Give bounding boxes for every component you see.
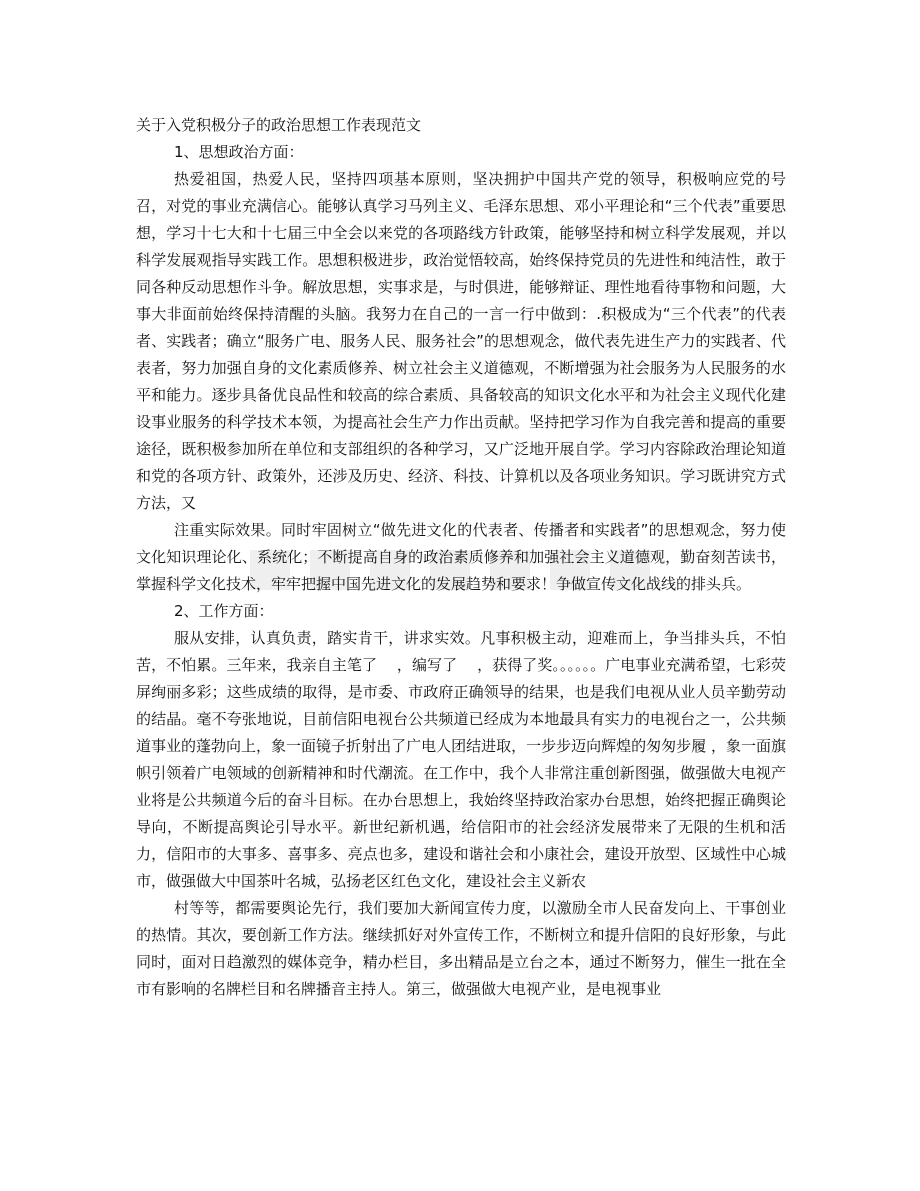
document-title: 关于入党积极分子的政治思想工作表现范文 <box>136 116 422 134</box>
section-heading-work: 2、工作方面： <box>174 602 274 620</box>
paragraph-work-2: 村等等，都需要舆论先行，我们要加大新闻宣传力度，以激励全市人民奋发向上、干事创业的热情。其次，要创新工作方法。继续抓好对外宣传工作，不断树立和提升信阳的良好形象，与此同时，面对日趋激烈的媒体竞争，精办栏目，多出精品是立台之本，通过不断努力，催生一批在全市有影响的名牌栏目和名牌播音主持人。第三，做强做大电视产业，是电视事业 <box>136 899 786 998</box>
paragraph-political-2: 注重实际效果。同时牢固树立“做先进文化的代表者、传播者和实践者”的思想观念，努力使文化知识理论化、系统化；不断提高自身的政治素质修养和加强社会主义道德观，勤奋刻苦读书，掌握科学文化技术，牢牢把握中国先进文化的发展趋势和要求！争做宣传文化战线的排头兵。 <box>136 521 786 593</box>
section-heading-political: 1、思想政治方面： <box>174 143 304 161</box>
document-body <box>136 112 786 1003</box>
paragraph-work-1: 服从安排，认真负责，踏实肯干，讲求实效。凡事积极主动，迎难而上，争当排头兵，不怕苦，不怕累。三年来，我亲自主笔了 ，编写了 ，获得了奖。。。。。。广电事业充满希望，七彩荧屏绚丽多彩；这些成绩的取得，是市委、市政府正确领导的结果，也是我们电视从业人员辛勤劳动的结晶。毫不夸张地说，目前信阳电视台公共频道已经成为本地最具有实力的电视台之一，公共频道事业的蓬勃向上，象一面镜子折射出了广电人团结进取，一步步迈向辉煌的匆匆步履 ，象一面旗帜引领着广电领域的创新精神和时代潮流。在工作中，我个人非常注重创新图强，做强做大电视产业将是公共频道今后的奋斗目标。在办台思想上，我始终坚持政治家办台思想，始终把握正确舆论导向，不断提高舆论引导水平。新世纪新机遇，给信阳市的社会经济发展带来了无限的生机和活力，信阳市的大事多、喜事多、亮点也多，建设和谐社会和小康社会，建设开放型、区域性中心城市，做强做大中国茶叶名城，弘扬老区红色文化，建设社会主义新农 <box>136 629 786 890</box>
paragraph-political-1: 热爱祖国，热爱人民，坚持四项基本原则，坚决拥护中国共产党的领导，积极响应党的号召，对党的事业充满信心。能够认真学习马列主义、毛泽东思想、邓小平理论和“三个代表”重要思想，学习十七大和十七届三中全会以来党的各项路线方针政策，能够坚持和树立科学发展观，并以科学发展观指导实践工作。思想积极进步，政治觉悟较高，始终保持党员的先进性和纯洁性，敢于同各种反动思想作斗争。解放思想，实事求是，与时俱进，能够辩证、理性地看待事物和问题，大事大非面前始终保持清醒的头脑。我努力在自己的一言一行中做到：.积极成为“三个代表”的代表者、实践者；确立“服务广电、服务人民、服务社会”的思想观念，做代表先进生产力的实践者、代表者，努力加强自身的文化素质修养、树立社会主义道德观，不断增强为社会服务为人民服务的水平和能力。逐步具备优良品性和较高的综合素质、具备较高的知识文化水平和为社会主义现代化建设事业服务的科学技术本领，为提高社会生产力作出贡献。坚持把学习作为自我完善和提高的重要途径，既积极参加所在单位和支部组织的各种学习，又广泛地开展自学。学习内容除政治理论知道和党的各项方针、政策外，还涉及历史、经济、科技、计算机以及各项业务知识。学习既讲究方式方法，又 <box>136 170 786 512</box>
